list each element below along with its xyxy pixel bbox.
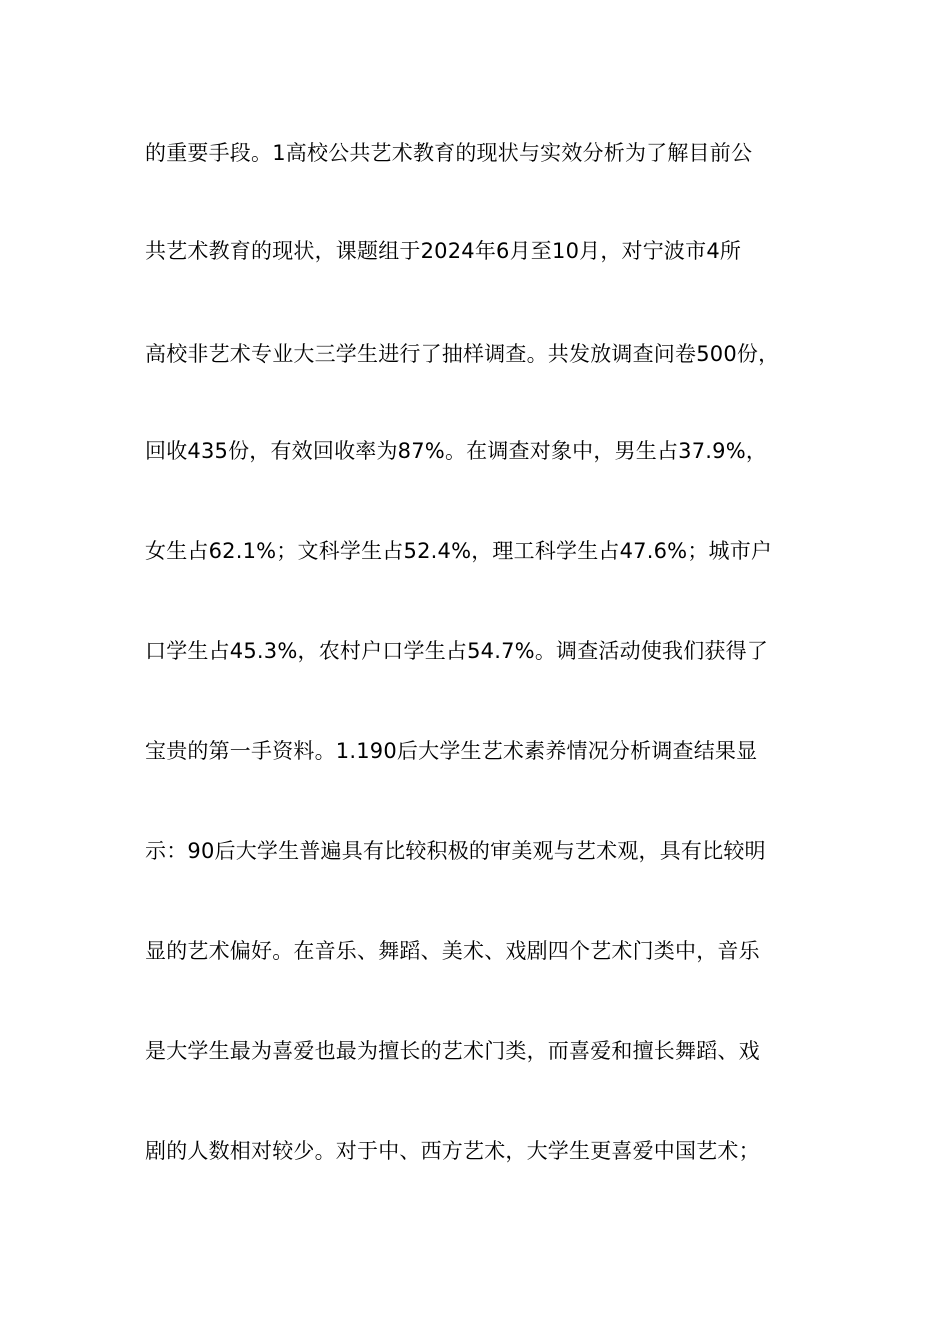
text-line: 回收435份，有效回收率为87%。在调查对象中，男生占37.9%， [145, 439, 768, 463]
text-line: 口学生占45.3%，农村户口学生占54.7%。调查活动使我们获得了 [145, 639, 769, 663]
text-line: 女生占62.1%；文科学生占52.4%，理工科学生占47.6%；城市户 [145, 539, 773, 563]
text-line: 宝贵的第一手资料。1.190后大学生艺术素养情况分析调查结果显 [145, 739, 758, 763]
text-line: 是大学生最为喜爱也最为擅长的艺术门类，而喜爱和擅长舞蹈、戏 [145, 1039, 760, 1063]
text-line: 共艺术教育的现状，课题组于2024年6月至10月，对宁波市4所 [145, 239, 742, 263]
text-line: 示：90后大学生普遍具有比较积极的审美观与艺术观，具有比较明 [145, 839, 766, 863]
text-line: 显的艺术偏好。在音乐、舞蹈、美术、戏剧四个艺术门类中，音乐 [145, 939, 760, 963]
text-line: 的重要手段。1高校公共艺术教育的现状与实效分析为了解目前公 [145, 141, 753, 165]
text-line: 剧的人数相对较少。对于中、西方艺术，大学生更喜爱中国艺术； [145, 1139, 760, 1163]
text-line: 高校非艺术专业大三学生进行了抽样调查。共发放调查问卷500份， [145, 342, 780, 366]
